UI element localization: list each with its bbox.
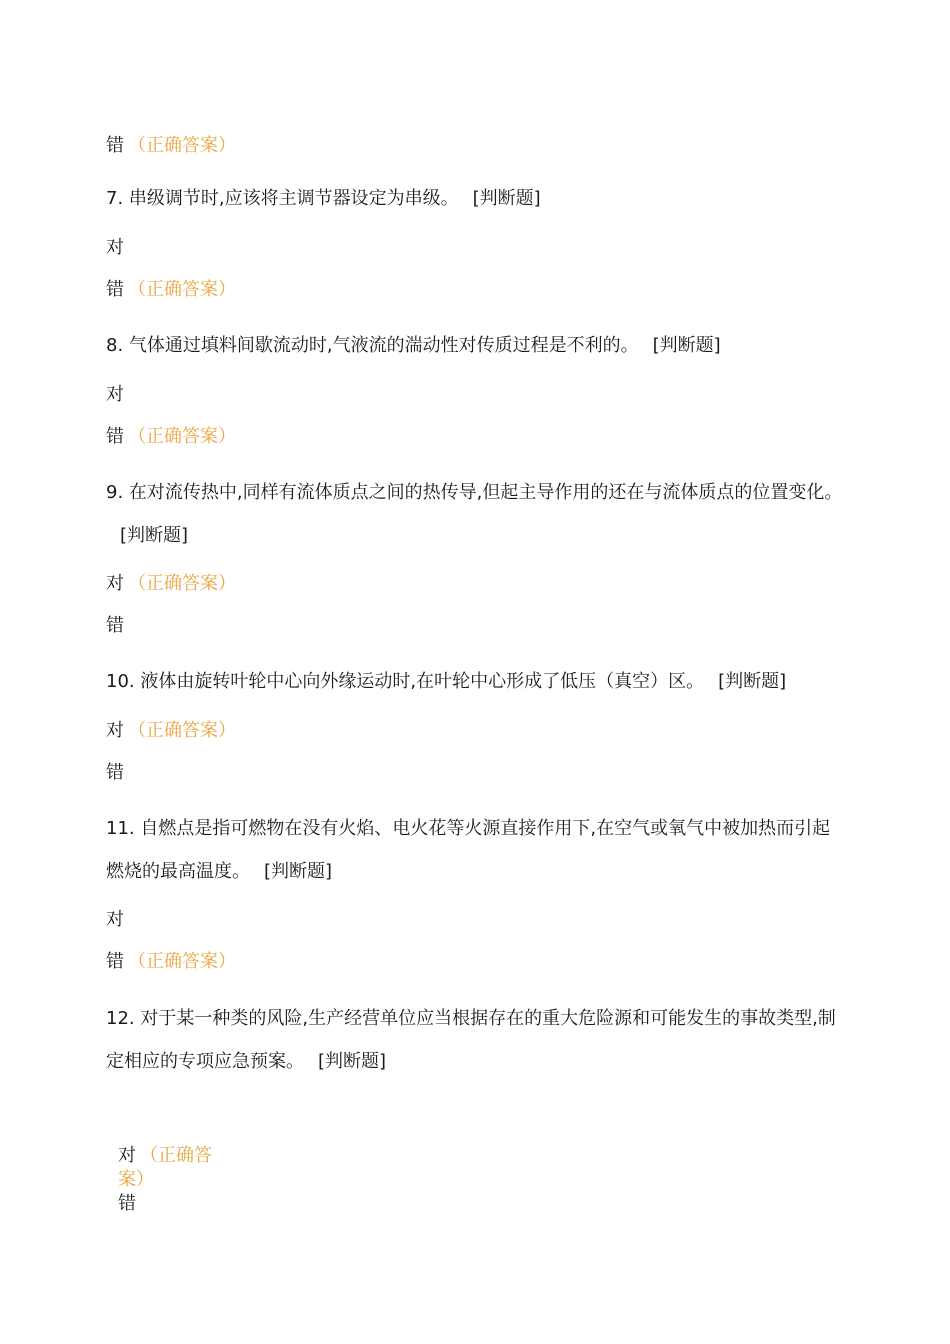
- correct-answer-mark: （正确答案）: [128, 426, 236, 447]
- correct-answer-mark: （正确答案）: [128, 951, 236, 972]
- question-type-tag: [判断题]: [652, 335, 721, 356]
- question-8: 8. 气体通过填料间歇流动时,气液流的湍动性对传质过程是不利的。 [判断题]: [106, 335, 721, 356]
- question-type-tag: [判断题]: [472, 188, 541, 209]
- q10-option-wrong: 错: [106, 762, 124, 783]
- question-10: 10. 液体由旋转叶轮中心向外缘运动时,在叶轮中心形成了低压（真空）区。 [判断题]: [106, 671, 787, 692]
- question-11: 11. 自燃点是指可燃物在没有火焰、电火花等火源直接作用下,在空气或氧气中被加热而引起燃烧的最高温度。 [判断题]: [106, 818, 831, 882]
- q8-option-wrong: 错 （正确答案）: [106, 426, 236, 447]
- q9-option-right: 对 （正确答案）: [106, 573, 236, 594]
- correct-answer-mark: （正确答案）: [128, 279, 236, 300]
- correct-answer-mark: （正确答案）: [118, 1145, 212, 1190]
- q7-option-right: 对: [106, 237, 124, 258]
- q7-option-wrong: 错 （正确答案）: [106, 279, 236, 300]
- correct-answer-mark: （正确答案）: [128, 573, 236, 594]
- q11-option-right: 对: [106, 909, 124, 930]
- q8-option-right: 对: [106, 384, 124, 405]
- question-type-tag: [判断题]: [264, 861, 333, 882]
- q11-option-wrong: 错 （正确答案）: [106, 951, 236, 972]
- question-7: 7. 串级调节时,应该将主调节器设定为串级。 [判断题]: [106, 188, 541, 209]
- question-type-tag: [判断题]: [120, 525, 189, 546]
- q9-option-wrong: 错: [106, 615, 124, 636]
- q12-options: [118, 1144, 224, 1216]
- correct-answer-mark: （正确答案）: [128, 720, 236, 741]
- q12-option-right: 对 （正确答案）: [118, 1145, 212, 1190]
- question-12: 12. 对于某一种类的风险,生产经营单位应当根据存在的重大危险源和可能发生的事故类型,制定相应的专项应急预案。 [判断题]: [106, 1008, 836, 1072]
- q12-option-wrong: 错: [118, 1193, 136, 1214]
- q10-option-right: 对 （正确答案）: [106, 720, 236, 741]
- question-type-tag: [判断题]: [318, 1051, 387, 1072]
- q6-option-wrong: 错 （正确答案）: [106, 135, 236, 156]
- question-type-tag: [判断题]: [718, 671, 787, 692]
- correct-answer-mark: （正确答案）: [128, 135, 236, 156]
- question-9: 9. 在对流传热中,同样有流体质点之间的热传导,但起主导作用的还在与流体质点的位置变化。[判断题]: [106, 482, 843, 546]
